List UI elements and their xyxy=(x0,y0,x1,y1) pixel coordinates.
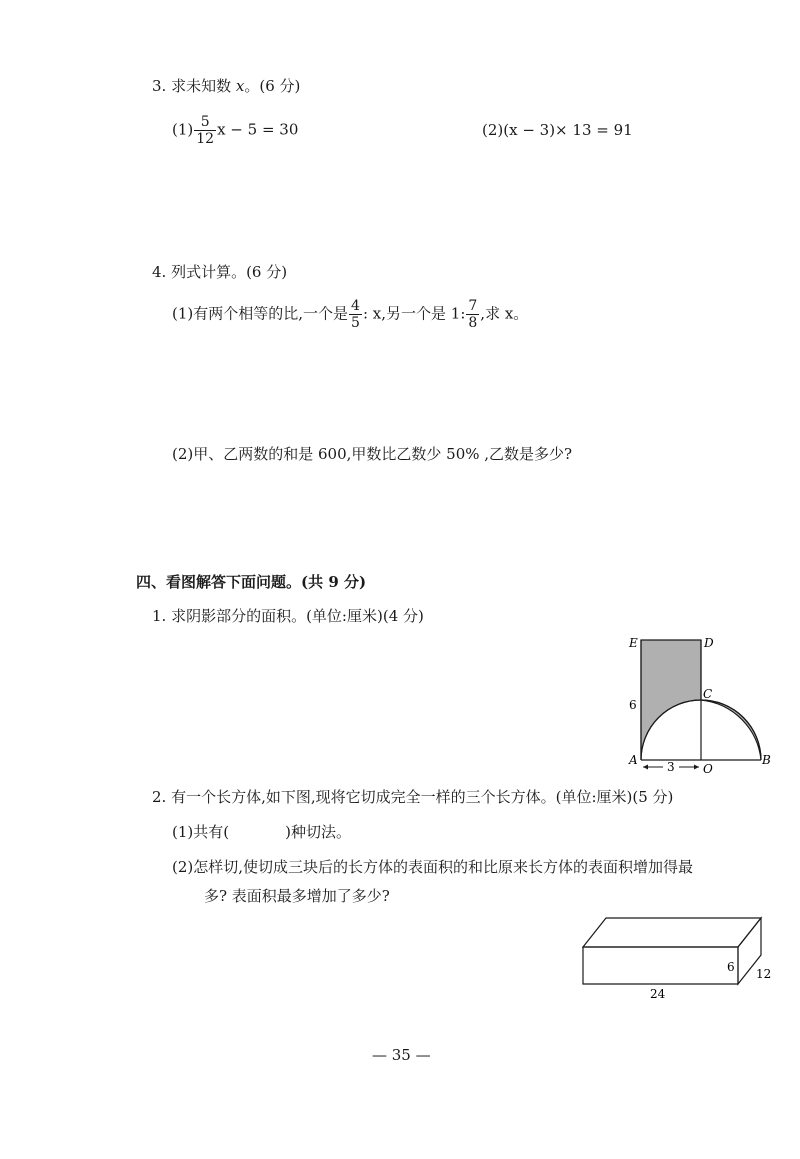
q3-part1-fraction xyxy=(194,114,216,147)
q3-title-var: x xyxy=(235,77,245,95)
cuboid-front-face xyxy=(583,947,738,984)
label-width: 12 xyxy=(756,967,772,981)
s4-q2-part1-suffix: )种切法。 xyxy=(285,823,351,841)
q4-part1-suffix: ,求 x。 xyxy=(480,304,529,323)
s4-q2-part2-line1: (2)怎样切,使切成三块后的长方体的表面积的和比原来长方体的表面积增加得最 xyxy=(172,858,694,876)
dim-arrow-right xyxy=(694,765,699,770)
q4-part1-fraction1 xyxy=(349,298,362,331)
q3-part2: (2)(x − 3)× 13 = 91 xyxy=(482,121,633,139)
s4-q2-part2-line2: 多? 表面积最多增加了多少? xyxy=(204,887,390,905)
q4-part1-prefix: (1)有两个相等的比,一个是 xyxy=(172,304,349,323)
fraction-denominator: 5 xyxy=(351,315,360,331)
label-o: O xyxy=(703,762,713,776)
label-height: 6 xyxy=(629,698,637,712)
cuboid-top-face xyxy=(583,918,761,947)
label-e: E xyxy=(629,636,638,650)
fraction-numerator: 7 xyxy=(468,298,478,314)
shaded-region-left xyxy=(641,640,701,760)
label-base: 3 xyxy=(667,760,675,774)
q4-title: 4. 列式计算。(6 分) xyxy=(152,263,288,281)
section4-title: 四、看图解答下面问题。(共 9 分) xyxy=(136,573,367,591)
label-a: A xyxy=(629,753,638,767)
q3-part1 xyxy=(172,114,298,147)
s4-q2-part1-prefix: (1)共有( xyxy=(172,823,230,841)
q3-part1-label: (1) xyxy=(172,120,194,139)
dim-arrow-left xyxy=(643,765,648,770)
q3-title-prefix: 3. 求未知数 xyxy=(152,77,232,95)
s4-q2-text: 2. 有一个长方体,如下图,现将它切成完全一样的三个长方体。(单位:厘米)(5 分) xyxy=(152,788,674,806)
fraction-numerator: 5 xyxy=(194,114,216,131)
label-b: B xyxy=(762,753,771,767)
q4-part1-fraction2 xyxy=(466,298,479,331)
q4-part1 xyxy=(172,298,528,331)
shaded-region-right xyxy=(701,700,761,760)
label-c: C xyxy=(703,687,713,701)
q3-title-suffix: 。(6 分) xyxy=(244,77,301,95)
cuboid-figure xyxy=(578,912,778,1004)
fraction-denominator: 12 xyxy=(196,131,215,147)
q4-part1-mid: : x,另一个是 1: xyxy=(362,304,466,323)
s4-q1-text: 1. 求阴影部分的面积。(单位:厘米)(4 分) xyxy=(152,607,424,625)
q3-part1-equation: x − 5 = 30 xyxy=(217,120,299,139)
s4-q2-part1 xyxy=(172,822,351,842)
label-length: 24 xyxy=(650,987,666,1001)
page-number: — 35 — xyxy=(372,1046,431,1064)
label-cuboid-height: 6 xyxy=(727,960,735,974)
fraction-denominator: 8 xyxy=(468,315,478,331)
fraction-numerator: 4 xyxy=(351,298,360,314)
shaded-area-figure xyxy=(620,628,780,776)
q3-title xyxy=(152,76,300,96)
q4-part2: (2)甲、乙两数的和是 600,甲数比乙数少 50% ,乙数是多少? xyxy=(172,445,573,463)
label-d: D xyxy=(704,636,714,650)
